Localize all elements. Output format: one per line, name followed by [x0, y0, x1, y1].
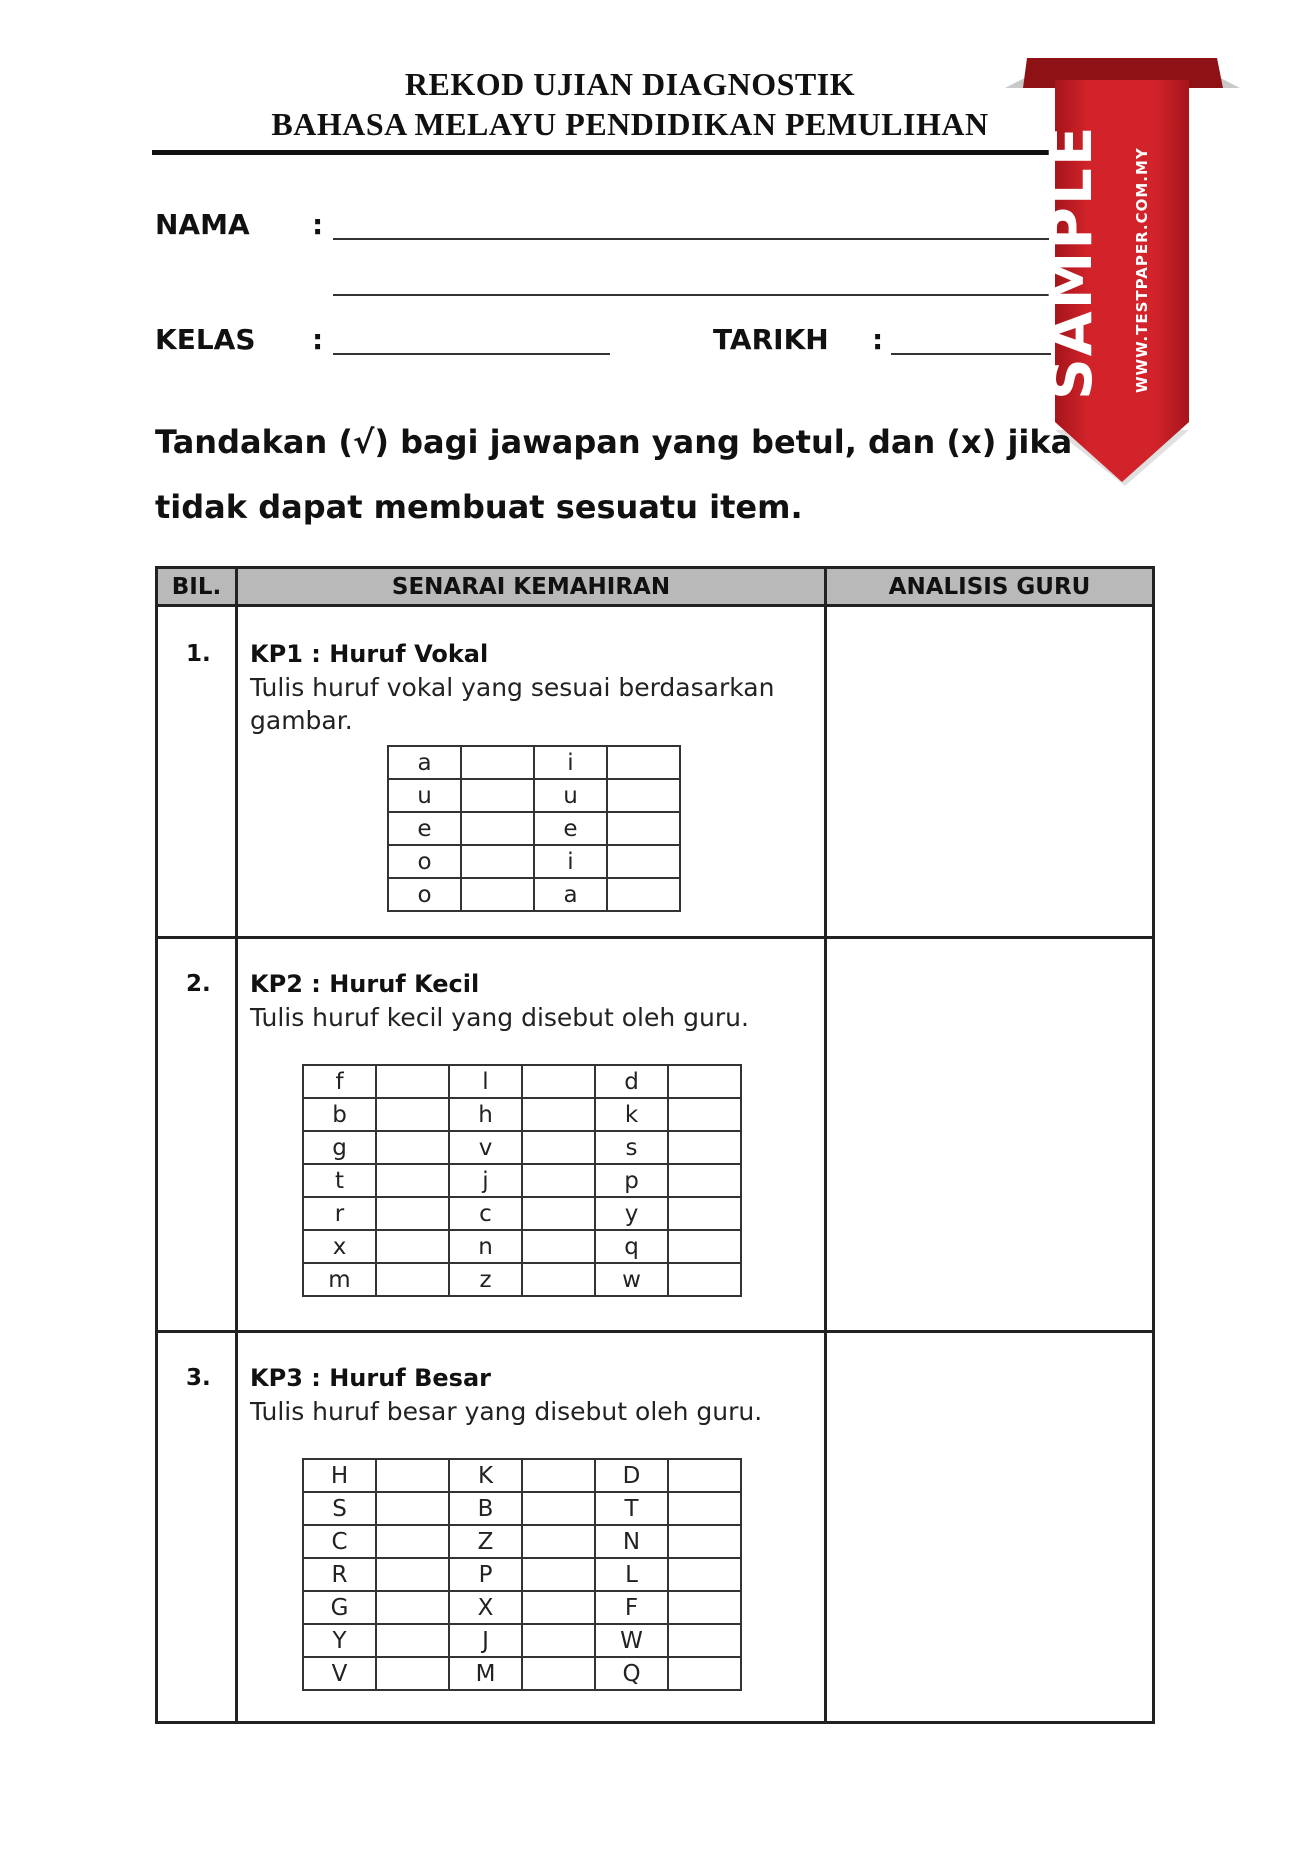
row-3-bil: 3. — [186, 1365, 211, 1391]
grid-letter-cell: v — [449, 1131, 522, 1164]
grid-letter-cell: r — [303, 1197, 376, 1230]
grid-answer-cell[interactable] — [607, 779, 680, 812]
grid-answer-cell[interactable] — [376, 1197, 449, 1230]
grid-letter-cell: B — [449, 1492, 522, 1525]
grid-letter-cell: J — [449, 1624, 522, 1657]
grid-letter-cell: W — [595, 1624, 668, 1657]
grid-letter-cell: i — [534, 746, 607, 779]
nama-line[interactable] — [333, 238, 1053, 240]
grid-letter-cell: K — [449, 1459, 522, 1492]
tarikh-label: TARIKH — [713, 323, 829, 356]
grid-answer-cell[interactable] — [376, 1131, 449, 1164]
grid-letter-cell: a — [388, 746, 461, 779]
grid-answer-cell[interactable] — [522, 1164, 595, 1197]
grid-answer-cell[interactable] — [668, 1164, 741, 1197]
column-divider — [235, 569, 238, 1721]
grid-answer-cell[interactable] — [668, 1197, 741, 1230]
grid-answer-cell[interactable] — [668, 1558, 741, 1591]
watermark-url: WWW.TESTPAPER.COM.MY — [1133, 147, 1151, 393]
grid-answer-cell[interactable] — [461, 746, 534, 779]
grid-answer-cell[interactable] — [607, 812, 680, 845]
column-divider — [824, 569, 827, 1721]
grid-answer-cell[interactable] — [668, 1065, 741, 1098]
grid-letter-cell: d — [595, 1065, 668, 1098]
grid-answer-cell[interactable] — [522, 1591, 595, 1624]
grid-letter-cell: H — [303, 1459, 376, 1492]
grid-answer-cell[interactable] — [522, 1098, 595, 1131]
row-3-analisis-cell[interactable] — [830, 1334, 1150, 1720]
grid-letter-cell: w — [595, 1263, 668, 1296]
grid-letter-cell: L — [595, 1558, 668, 1591]
row-2-bil: 2. — [186, 971, 211, 997]
kelas-colon: : — [312, 323, 324, 356]
grid-answer-cell[interactable] — [522, 1657, 595, 1690]
grid-row — [303, 1492, 741, 1525]
grid-answer-cell[interactable] — [376, 1657, 449, 1690]
row-2-desc: Tulis huruf kecil yang disebut oleh guru. — [250, 1003, 749, 1032]
grid-letter-cell: s — [595, 1131, 668, 1164]
grid-letter-cell: p — [595, 1164, 668, 1197]
grid-letter-cell: x — [303, 1230, 376, 1263]
grid-letter-cell: P — [449, 1558, 522, 1591]
grid-letter-cell: c — [449, 1197, 522, 1230]
grid-letter-cell: Y — [303, 1624, 376, 1657]
document-title: REKOD UJIAN DIAGNOSTIK — [404, 66, 856, 102]
grid-row — [388, 845, 680, 878]
row-1-title: KP1 : Huruf Vokal — [250, 640, 489, 668]
grid-answer-cell[interactable] — [461, 845, 534, 878]
grid-letter-cell: b — [303, 1098, 376, 1131]
grid-answer-cell[interactable] — [376, 1459, 449, 1492]
grid-row — [303, 1065, 741, 1098]
row-divider — [158, 1330, 1152, 1333]
grid-letter-cell: Z — [449, 1525, 522, 1558]
row-divider — [158, 936, 1152, 939]
kelas-line[interactable] — [333, 353, 610, 355]
instruction-line-2: tidak dapat membuat sesuatu item. — [155, 488, 803, 526]
grid-answer-cell[interactable] — [607, 746, 680, 779]
grid-answer-cell[interactable] — [607, 845, 680, 878]
grid-letter-cell: u — [534, 779, 607, 812]
grid-letter-cell: R — [303, 1558, 376, 1591]
grid-answer-cell[interactable] — [668, 1230, 741, 1263]
row-1-analisis-cell[interactable] — [830, 607, 1150, 934]
grid-letter-cell: Q — [595, 1657, 668, 1690]
grid-letter-cell: S — [303, 1492, 376, 1525]
grid-letter-cell: F — [595, 1591, 668, 1624]
grid-row — [303, 1591, 741, 1624]
grid-answer-cell[interactable] — [461, 812, 534, 845]
grid-answer-cell[interactable] — [376, 1591, 449, 1624]
grid-letter-cell: i — [534, 845, 607, 878]
header-bil: BIL. — [171, 574, 222, 600]
grid-letter-cell: G — [303, 1591, 376, 1624]
grid-answer-cell[interactable] — [522, 1624, 595, 1657]
grid-letter-cell: a — [534, 878, 607, 911]
nama-line-2[interactable] — [333, 294, 1053, 296]
grid-answer-cell[interactable] — [461, 878, 534, 911]
grid-row — [303, 1263, 741, 1296]
grid-answer-cell[interactable] — [668, 1591, 741, 1624]
row-1-desc: Tulis huruf vokal yang sesuai berdasarkan gambar. — [250, 673, 775, 735]
row-2-title: KP2 : Huruf Kecil — [250, 970, 480, 998]
grid-row — [303, 1131, 741, 1164]
tarikh-colon: : — [872, 323, 884, 356]
row-3-title: KP3 : Huruf Besar — [250, 1364, 491, 1392]
grid-letter-cell: n — [449, 1230, 522, 1263]
grid-answer-cell[interactable] — [461, 779, 534, 812]
row-2-analisis-cell[interactable] — [830, 940, 1150, 1328]
grid-letter-cell: k — [595, 1098, 668, 1131]
grid-answer-cell[interactable] — [376, 1065, 449, 1098]
grid-answer-cell[interactable] — [522, 1459, 595, 1492]
grid-answer-cell[interactable] — [607, 878, 680, 911]
grid-row — [303, 1525, 741, 1558]
grid-row — [303, 1197, 741, 1230]
grid-letter-cell: e — [534, 812, 607, 845]
grid-letter-cell: l — [449, 1065, 522, 1098]
table-header-row — [158, 569, 1152, 607]
grid-letter-cell: D — [595, 1459, 668, 1492]
grid-letter-cell: z — [449, 1263, 522, 1296]
grid-row — [303, 1230, 741, 1263]
instruction-line-1: Tandakan (√) bagi jawapan yang betul, dan (x) jika — [155, 423, 1073, 461]
grid-answer-cell[interactable] — [668, 1624, 741, 1657]
grid-answer-cell[interactable] — [376, 1525, 449, 1558]
grid-answer-cell[interactable] — [376, 1558, 449, 1591]
grid-answer-cell[interactable] — [522, 1558, 595, 1591]
grid-row — [388, 779, 680, 812]
grid-row — [303, 1657, 741, 1690]
grid-answer-cell[interactable] — [522, 1131, 595, 1164]
grid-letter-cell: f — [303, 1065, 376, 1098]
grid-answer-cell[interactable] — [376, 1098, 449, 1131]
grid-letter-cell: V — [303, 1657, 376, 1690]
grid-answer-cell[interactable] — [376, 1263, 449, 1296]
uppercase-grid — [302, 1458, 742, 1691]
grid-letter-cell: X — [449, 1591, 522, 1624]
grid-letter-cell: e — [388, 812, 461, 845]
grid-answer-cell[interactable] — [522, 1263, 595, 1296]
grid-row — [303, 1459, 741, 1492]
grid-letter-cell: g — [303, 1131, 376, 1164]
grid-answer-cell[interactable] — [522, 1230, 595, 1263]
nama-label: NAMA — [155, 208, 250, 241]
grid-row — [303, 1624, 741, 1657]
grid-letter-cell: j — [449, 1164, 522, 1197]
grid-answer-cell[interactable] — [376, 1164, 449, 1197]
grid-answer-cell[interactable] — [668, 1657, 741, 1690]
row-1-bil: 1. — [186, 641, 211, 667]
grid-answer-cell[interactable] — [376, 1624, 449, 1657]
lowercase-grid — [302, 1064, 742, 1297]
header-analisis: ANALISIS GURU — [888, 574, 1091, 600]
grid-letter-cell: T — [595, 1492, 668, 1525]
grid-answer-cell[interactable] — [522, 1065, 595, 1098]
sample-watermark-label: SAMPLE — [1037, 124, 1105, 400]
header-divider — [152, 150, 1152, 155]
nama-colon: : — [312, 208, 324, 241]
row-3-desc: Tulis huruf besar yang disebut oleh guru. — [250, 1397, 763, 1426]
grid-row — [388, 746, 680, 779]
grid-row — [303, 1098, 741, 1131]
grid-answer-cell[interactable] — [668, 1525, 741, 1558]
grid-letter-cell: m — [303, 1263, 376, 1296]
header-senarai: SENARAI KEMAHIRAN — [391, 574, 671, 600]
grid-answer-cell[interactable] — [668, 1131, 741, 1164]
grid-letter-cell: N — [595, 1525, 668, 1558]
skills-table — [155, 566, 1155, 1724]
grid-row — [303, 1558, 741, 1591]
kelas-label: KELAS — [155, 323, 256, 356]
grid-letter-cell: o — [388, 878, 461, 911]
grid-answer-cell[interactable] — [522, 1492, 595, 1525]
grid-letter-cell: u — [388, 779, 461, 812]
grid-answer-cell[interactable] — [522, 1525, 595, 1558]
grid-row — [303, 1164, 741, 1197]
grid-answer-cell[interactable] — [522, 1197, 595, 1230]
grid-answer-cell[interactable] — [668, 1459, 741, 1492]
grid-answer-cell[interactable] — [376, 1492, 449, 1525]
grid-letter-cell: C — [303, 1525, 376, 1558]
grid-answer-cell[interactable] — [668, 1263, 741, 1296]
grid-answer-cell[interactable] — [376, 1230, 449, 1263]
grid-answer-cell[interactable] — [668, 1098, 741, 1131]
grid-row — [388, 812, 680, 845]
grid-letter-cell: y — [595, 1197, 668, 1230]
document-subtitle: BAHASA MELAYU PENDIDIKAN PEMULIHAN — [271, 106, 989, 142]
grid-letter-cell: o — [388, 845, 461, 878]
grid-answer-cell[interactable] — [668, 1492, 741, 1525]
grid-row — [388, 878, 680, 911]
grid-letter-cell: t — [303, 1164, 376, 1197]
grid-letter-cell: h — [449, 1098, 522, 1131]
grid-letter-cell: M — [449, 1657, 522, 1690]
vowel-grid — [387, 745, 681, 912]
grid-letter-cell: q — [595, 1230, 668, 1263]
